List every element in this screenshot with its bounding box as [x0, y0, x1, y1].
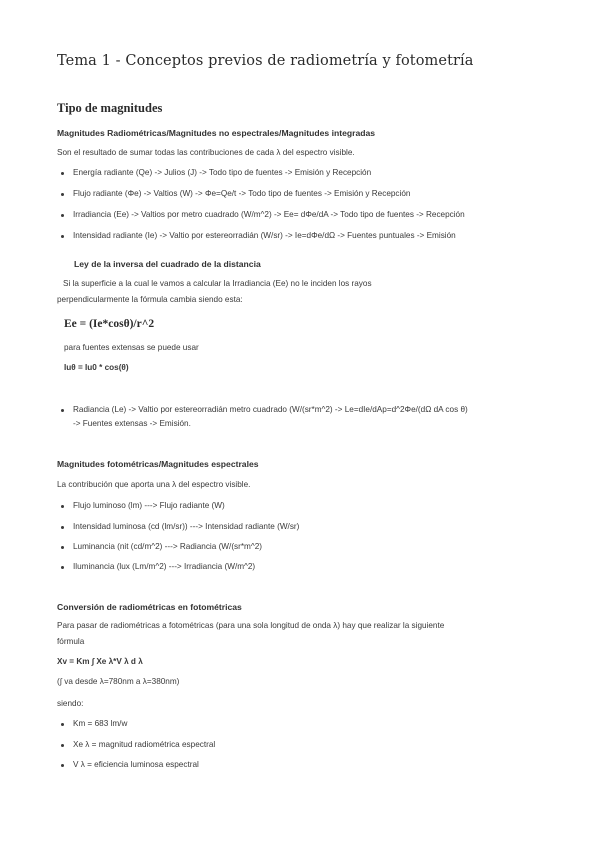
bullet-dot — [61, 566, 64, 569]
list-item: Irradiancia (Ee) -> Valtios por metro cuadrado (W/m^2) -> Ee= dΦe/dA -> Todo tipo de fuentes -> Recepción — [73, 210, 465, 219]
bullet-dot — [61, 546, 64, 549]
subsection-heading-radiometric: Magnitudes Radiométricas/Magnitudes no espectrales/Magnitudes integradas — [57, 128, 376, 138]
bullet-dot — [61, 764, 64, 767]
paragraph-photometric-intro: La contribución que aporta una λ del espectro visible. — [57, 480, 251, 489]
conversion-intro-line2: fórmula — [57, 637, 85, 646]
inverse-law-heading: Ley de la inversa del cuadrado de la distancia — [74, 259, 261, 269]
radiance-item-line1: Radiancia (Le) -> Valtio por estereorradián metro cuadrado (W/(sr*m^2) -> Le=dIe/dAp=d^2Φe/(dΩ dA cos θ) — [73, 405, 468, 414]
bullet-dot — [61, 526, 64, 529]
list-item: Iluminancia (lux (Lm/m^2) ---> Irradiancia (W/m^2) — [73, 562, 256, 571]
page-title: Tema 1 - Conceptos previos de radiometría y fotometría — [57, 53, 474, 69]
list-item: Intensidad luminosa (cd (lm/sr)) ---> Intensidad radiante (W/sr) — [73, 522, 300, 531]
bullet-dot — [61, 235, 64, 238]
extended-sources-note: para fuentes extensas se puede usar — [64, 343, 199, 352]
list-item: Luminancia (nit (cd/m^2) ---> Radiancia (W/(sr*m^2) — [73, 542, 262, 551]
list-item: Flujo luminoso (lm) ---> Flujo radiante (W) — [73, 501, 225, 510]
irradiance-formula: Ee = (Ie*cosθ)/r^2 — [64, 318, 155, 330]
bullet-dot — [61, 409, 64, 412]
bullet-dot — [61, 505, 64, 508]
list-item: Energía radiante (Qe) -> Julios (J) -> Todo tipo de fuentes -> Emisión y Recepción — [73, 168, 372, 177]
list-item: Intensidad radiante (Ie) -> Valtio por estereorradián (W/sr) -> Ie=dΦe/dΩ -> Fuentes puntuales -> Emisión — [73, 231, 456, 240]
section-heading: Tipo de magnitudes — [57, 101, 163, 115]
integral-range: (∫ va desde λ=780nm a λ=380nm) — [57, 677, 180, 686]
subsection-heading-conversion: Conversión de radiométricas en fotométricas — [57, 602, 242, 612]
inverse-law-text-line1: Si la superficie a la cual le vamos a calcular la Irradiancia (Ee) no le inciden los rayos — [63, 279, 372, 288]
conversion-formula: Xv = Km ∫ Xe λ*V λ d λ — [57, 657, 143, 666]
bullet-dot — [61, 214, 64, 217]
list-item: Flujo radiante (Φe) -> Valtios (W) -> Φe=Qe/t -> Todo tipo de fuentes -> Emisión y Recepción — [73, 189, 411, 198]
siendo-label: siendo: — [57, 699, 84, 708]
paragraph-radiometric-intro: Son el resultado de sumar todas las contribuciones de cada λ del espectro visible. — [57, 148, 355, 157]
conversion-intro-line1: Para pasar de radiométricas a fotométricas (para una sola longitud de onda λ) hay que realizar la siguiente — [57, 621, 445, 630]
list-item: V λ = eficiencia luminosa espectral — [73, 760, 199, 769]
lambert-formula: Iuθ = Iu0 * cos(θ) — [64, 363, 129, 372]
bullet-dot — [61, 744, 64, 747]
radiance-item-line2: -> Fuentes extensas -> Emisión. — [73, 419, 191, 428]
inverse-law-text-line2: perpendicularmente la fórmula cambia siendo esta: — [57, 295, 243, 304]
bullet-dot — [61, 193, 64, 196]
list-item: Km = 683 lm/w — [73, 719, 128, 728]
subsection-heading-photometric: Magnitudes fotométricas/Magnitudes espectrales — [57, 459, 259, 469]
bullet-dot — [61, 723, 64, 726]
bullet-dot — [61, 172, 64, 175]
list-item: Xe λ = magnitud radiométrica espectral — [73, 740, 216, 749]
